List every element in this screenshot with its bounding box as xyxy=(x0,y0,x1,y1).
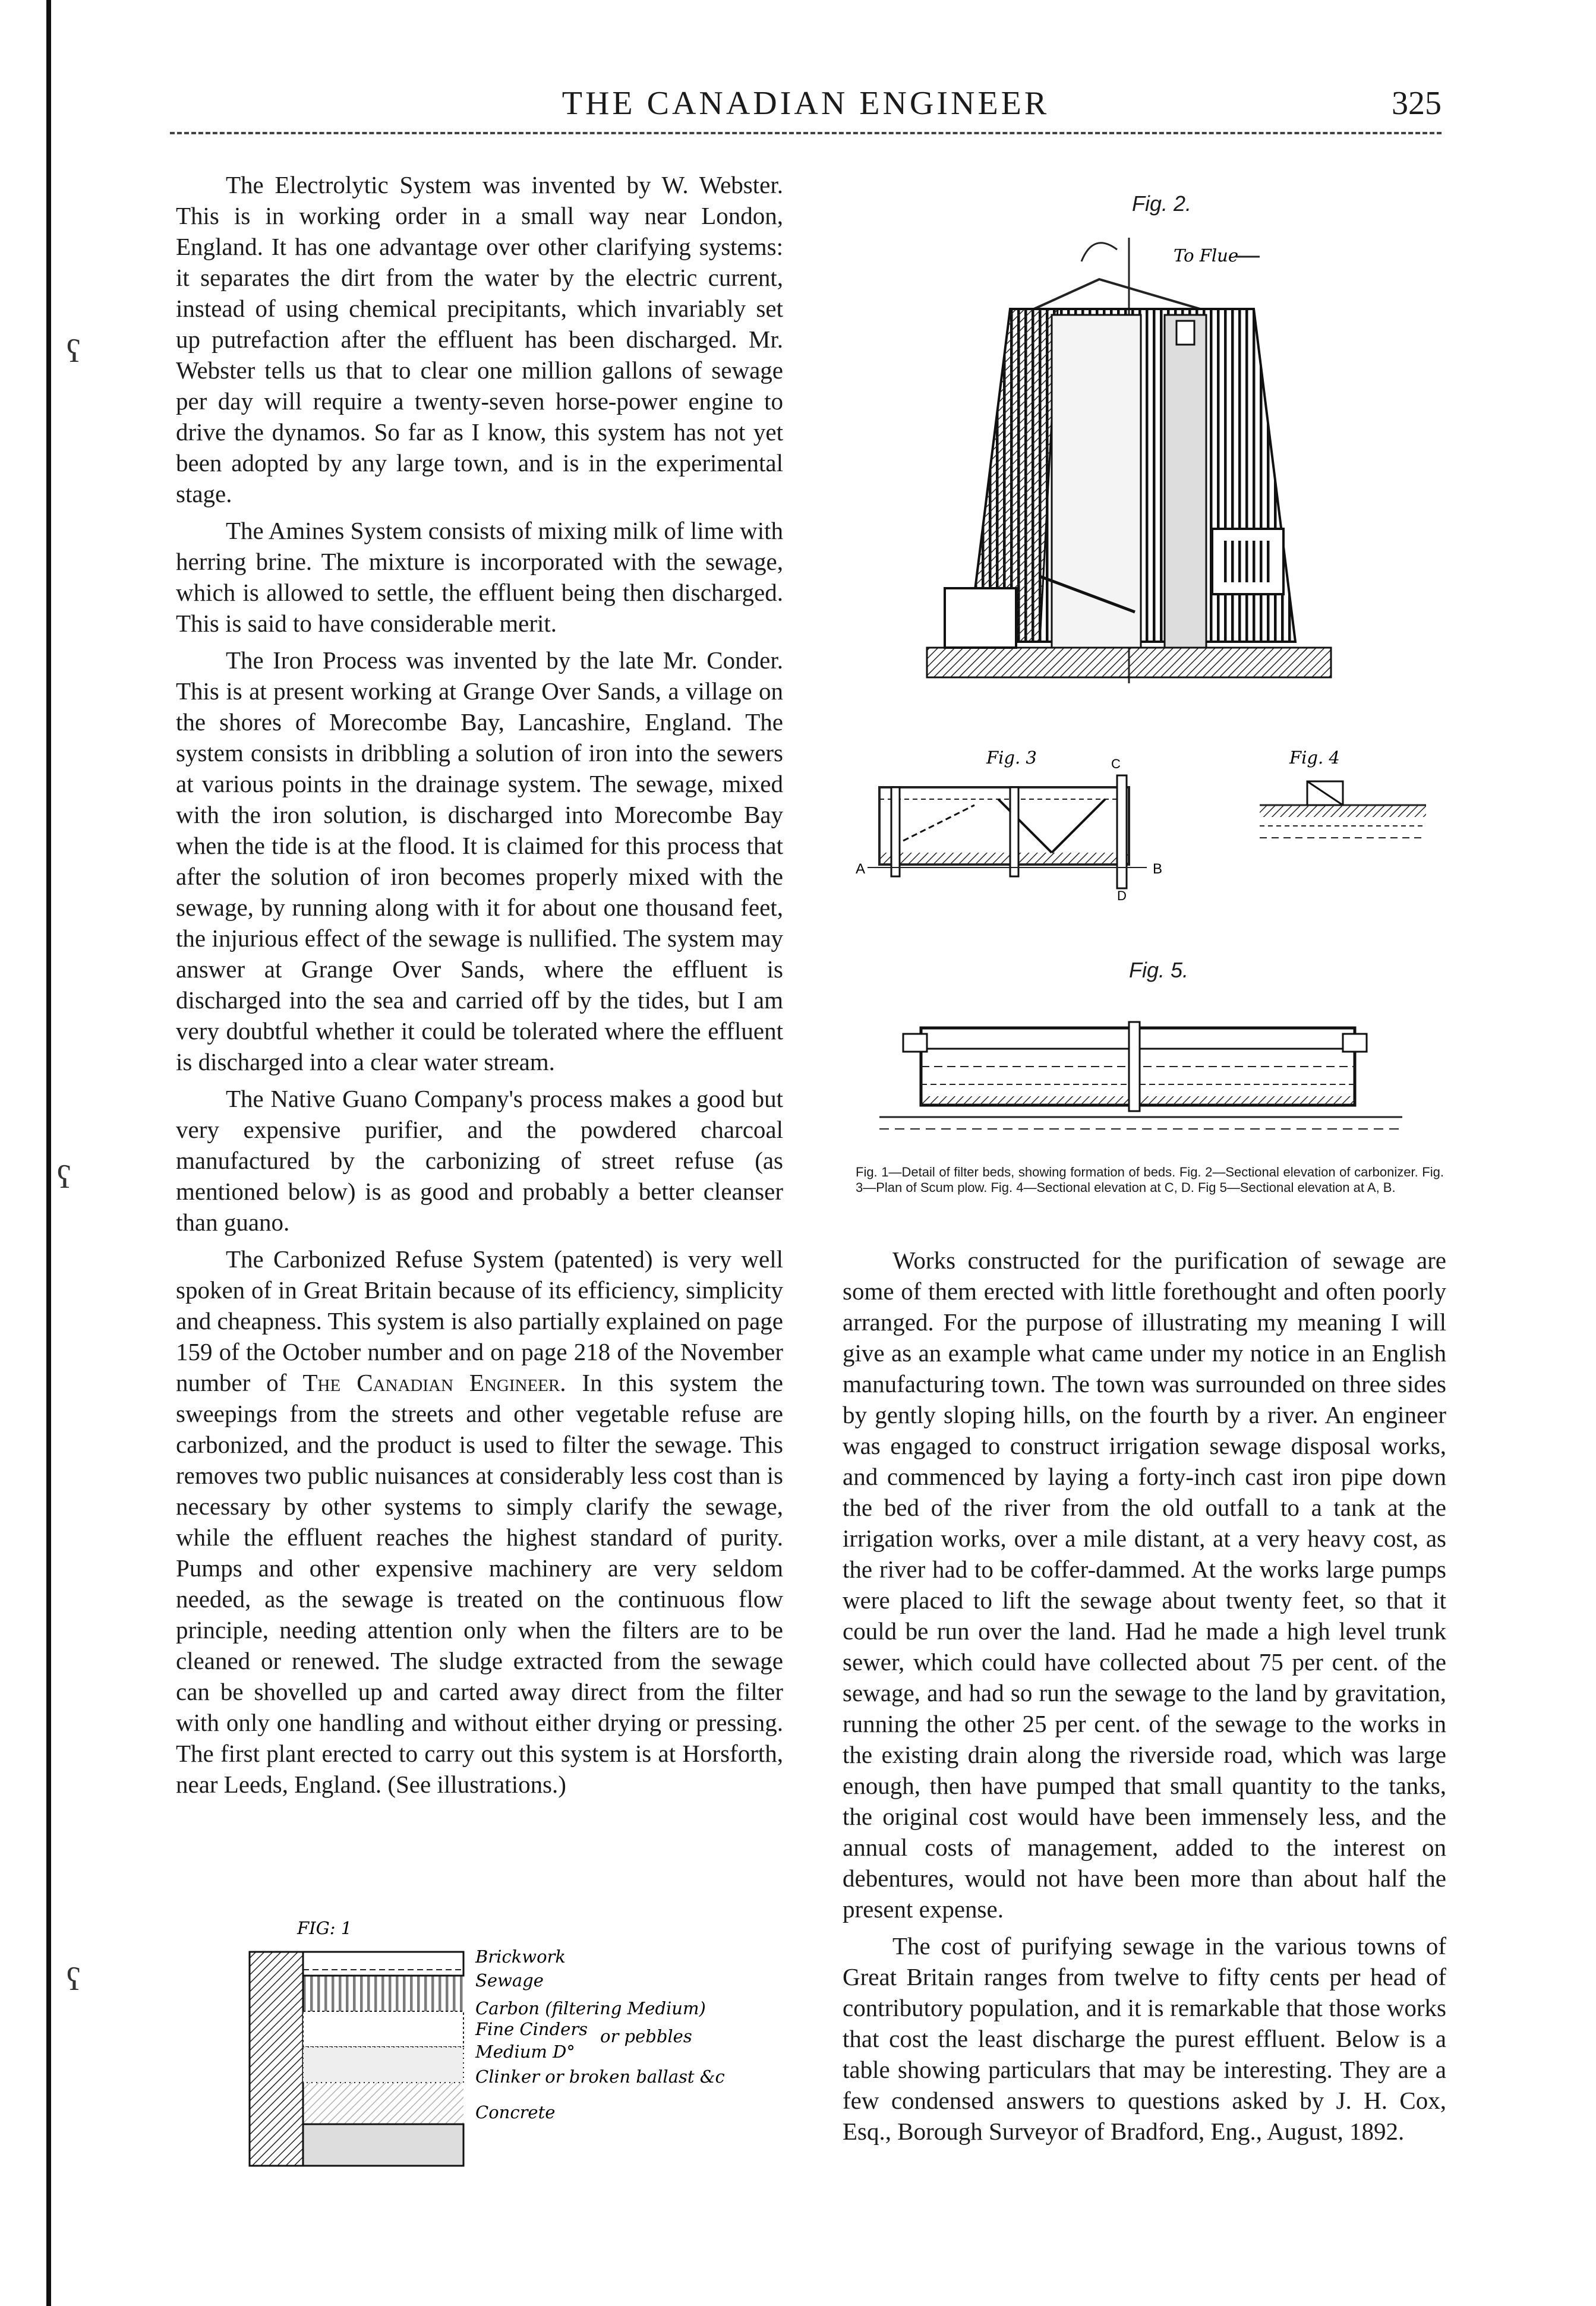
fig3-label: Fig. 3 xyxy=(986,747,1037,768)
section-marker-c: C xyxy=(1111,756,1121,771)
paragraph-amines: The Amines System consists of mixing milk of lime with herring brine. The mixture is incorporated with the sewage, which is allowed to settle, the effluent being then discharged. This is said to have considerable merit. xyxy=(176,517,783,637)
carbonized-text-before: The Carbonized Refuse System (patented) is very well spoken of in Great Britain because of its efficiency, simplicity and cheapness. This system is also partially explained on page 159 of the October number and on page 218 of the November number of xyxy=(176,1245,783,1396)
fig2-label: Fig. 2. xyxy=(1132,191,1192,216)
paragraph-cost-of-purifying: The cost of purifying sewage in the various towns of Great Britain ranges from twelve to fifty cents per head of contributory population, and it is remarkable that those works that cost the least discharge the purest effluent. Below is a table showing particulars that may be interesting. They are a few condensed answers to questions asked by J. H. Cox, Esq., Borough Surveyor of Bradford, Eng., August, 1892. xyxy=(843,1932,1446,2145)
left-column xyxy=(176,169,783,1806)
paragraph-works-constructed: Works constructed for the purification of sewage are some of them erected with little forethought and often poorly arranged. For the purpose of illustrating my meaning I will give as an example what came under my notice in an English manufacturing town. The town was surrounded on three sides by gently sloping hills, on the fourth by a river. An engineer was engaged to construct irrigation sewage disposal works, and commenced by laying a forty-inch cast iron pipe down the bed of the river from the old outfall to a tank at the irrigation works, over a mile distant, at a very heavy cost, as the river had to be coffer-dammed. At the works large pumps were placed to lift the sewage about twenty feet, so that it could be run over the land. Had he made a high level trunk sewer, which could have collected about 75 per cent. of the sewage, and had so run the sewage to the land by gravitation, running the other 25 per cent. of the sewage to the works in the existing drain along the riverside road, which was large enough, then have pumped that small quantity to the tanks, the original cost would have been immensely less, and the annual costs of management, added to the interest on debentures, would not have been more than about half the present expense. xyxy=(843,1247,1446,1923)
layer-label: Sewage xyxy=(475,1970,544,1990)
layer-label: Clinker or broken ballast &c xyxy=(475,2067,725,2087)
paragraph-iron-process: The Iron Process was invented by the late Mr. Conder. This is at present working at Grange Over Sands, a village on the shores of Morecombe Bay, Lancashire, England. The system consists in dribbling a solution of iron into the sewers at various points in the drainage system. The sewage, mixed with the iron solution, is discharged into Morecombe Bay when the tide is at the flood. It is claimed for this process that after the solution of iron becomes properly mixed with the sewage, by running along with it for about one thousand feet, the injurious effect of the sewage is nullified. The system may answer at Grange Over Sands, where the effluent is discharged into the sea and carried off by the tides, but I am very doubtful whether it could be tolerated where the effluent is discharged into a clear water stream. xyxy=(176,646,783,1075)
layer-label: or pebbles xyxy=(600,2026,692,2046)
layer-label: Fine Cinders xyxy=(475,2019,588,2039)
layer-label: Brickwork xyxy=(475,1947,566,1967)
journal-title: THE CANADIAN ENGINEER xyxy=(562,85,1050,122)
margin-mark: ʕ xyxy=(67,1961,81,1997)
right-column xyxy=(843,1245,1446,2153)
margin-mark: ʕ xyxy=(67,333,81,369)
page-number: 325 xyxy=(1392,85,1442,122)
fig3-scum-plow-drawing xyxy=(856,740,1188,906)
to-flue-label: To Flue xyxy=(1174,245,1239,266)
running-header xyxy=(170,84,1442,132)
section-marker-b: B xyxy=(1153,861,1163,877)
paragraph-native-guano: The Native Guano Company's process makes a good but very expensive purifier, and the powdered charcoal manufactured by the carbonizing of street refuse (as mentioned below) is as good and probably a better cleanser than guano. xyxy=(176,1085,783,1236)
layer-label: Carbon (filtering Medium) xyxy=(475,1998,706,2018)
binding-edge xyxy=(46,0,51,2306)
header-rule xyxy=(170,132,1442,134)
figure-caption: Fig. 1—Detail of filter beds, showing formation of beds. Fig. 2—Sectional elevation of carbonizer. Fig. 3—Plan of Scum plow. Fig. 4—Sectional elevation at C, D. Fig 5—Sectional elevation at A, B. xyxy=(856,1165,1444,1195)
paragraph-electrolytic: The Electrolytic System was invented by W. Webster. This is in working order in a small way near London, England. It has one advantage over other clarifying systems: it separates the dirt from the water by the electric current, instead of using chemical precipitants, which invariably set up putrefaction after the effluent has been discharged. Mr. Webster tells us that to clear one million gallons of sewage per day will require a twenty-seven horse-power engine to drive the dynamos. So far as I know, this system has not yet been adopted by any large town, and is in the experimental stage. xyxy=(176,171,783,507)
fig1-label: FIG: 1 xyxy=(297,1918,352,1938)
fig2-carbonizer-drawing xyxy=(903,220,1414,683)
carbonized-text-after: . In this system the sweepings from the streets and other vegetable refuse are carbonized, and the product is used to filter the sewage. This removes two public nuisances at considerably less cost than is necessary by other systems to simply clarify the sewage, while the effluent reaches the highest standard of purity. Pumps and other expensive machinery are very seldom needed, as the sewage is treated on the continuous flow principle, needing attention only when the filters are to be cleaned or renewed. The sludge extracted from the sewage can be shovelled up and carted away direct from the filter with only one handling and without either drying or pressing. The first plant erected to carry out this system is at Horsforth, near Leeds, England. (See illustrations.) xyxy=(176,1369,784,1798)
layer-label: Medium D° xyxy=(475,2042,575,2062)
layer-label: Concrete xyxy=(475,2102,556,2122)
margin-mark: ʕ xyxy=(57,1159,71,1195)
fig4-section-drawing xyxy=(1248,740,1438,859)
fig5-label: Fig. 5. xyxy=(1129,958,1189,982)
fig1-filter-beds-drawing xyxy=(196,1910,790,2172)
paragraph-carbonized-refuse xyxy=(176,1244,783,1800)
fig4-label: Fig. 4 xyxy=(1289,747,1340,768)
section-marker-d: D xyxy=(1117,888,1127,903)
journal-reference: The Canadian Engineer xyxy=(302,1369,560,1396)
fig5-section-drawing xyxy=(868,998,1420,1141)
section-marker-a: A xyxy=(856,861,866,877)
